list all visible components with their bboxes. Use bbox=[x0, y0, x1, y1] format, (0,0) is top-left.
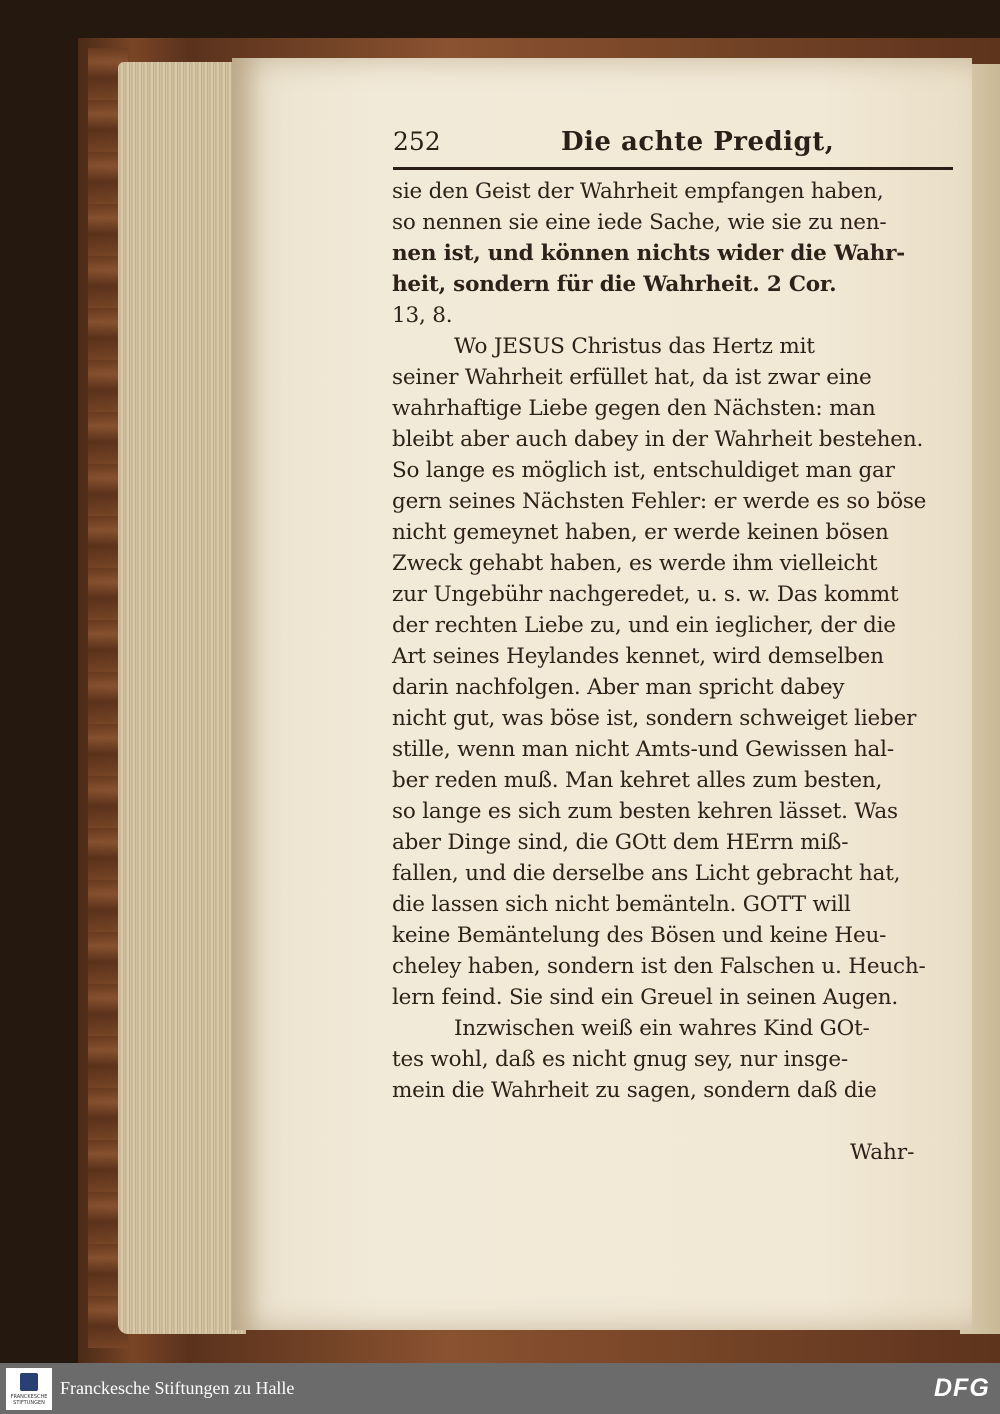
text-line: Zweck gehabt haben, es werde ihm vielleicht bbox=[392, 551, 878, 576]
institution-emblem-icon bbox=[20, 1373, 38, 1391]
page-number: 252 bbox=[393, 127, 441, 156]
logo-caption: FRANCKESCHE STIFTUNGEN bbox=[10, 1394, 48, 1406]
text-line: fallen, und die derselbe ans Licht gebracht hat, bbox=[392, 861, 901, 886]
viewer-footer bbox=[0, 1363, 1000, 1414]
text-line: tes wohl, daß es nicht gnug sey, nur insge- bbox=[392, 1047, 848, 1072]
text-line: nicht gut, was böse ist, sondern schweiget lieber bbox=[392, 706, 917, 731]
text-line: wahrhaftige Liebe gegen den Nächsten: man bbox=[392, 396, 876, 421]
text-line: mein die Wahrheit zu sagen, sondern daß die bbox=[392, 1078, 877, 1103]
text-line: cheley haben, sondern ist den Falschen u. Heuch- bbox=[392, 954, 926, 979]
text-line: 13, 8. bbox=[392, 303, 453, 328]
text-line: gern seines Nächsten Fehler: er werde es so böse bbox=[392, 489, 927, 514]
text-line: So lange es möglich ist, entschuldiget man gar bbox=[392, 458, 895, 483]
text-line: darin nachfolgen. Aber man spricht dabey bbox=[392, 675, 845, 700]
institution-logo[interactable] bbox=[6, 1368, 52, 1410]
text-line: Inzwischen weiß ein wahres Kind GOt- bbox=[454, 1016, 870, 1041]
institution-name[interactable]: Franckesche Stiftungen zu Halle bbox=[60, 1378, 295, 1398]
text-line: die lassen sich nicht bemänteln. GOTT will bbox=[392, 892, 851, 917]
text-line: stille, wenn man nicht Amts-und Gewissen hal- bbox=[392, 737, 894, 762]
text-line: Wo JESUS Christus das Hertz mit bbox=[454, 334, 815, 359]
page-body-text bbox=[392, 176, 958, 1106]
text-line: Art seines Heylandes kennet, wird demselben bbox=[392, 644, 884, 669]
text-line: so lange es sich zum besten kehren lässet. Was bbox=[392, 799, 898, 824]
text-line: zur Ungebühr nachgeredet, u. s. w. Das kommt bbox=[392, 582, 899, 607]
text-line: keine Bemäntelung des Bösen und keine Heu- bbox=[392, 923, 887, 948]
text-line: bleibt aber auch dabey in der Wahrheit bestehen. bbox=[392, 427, 924, 452]
text-line: so nennen sie eine iede Sache, wie sie zu nen- bbox=[392, 210, 887, 235]
dfg-logo[interactable]: DFG bbox=[934, 1374, 990, 1402]
text-line: aber Dinge sind, die GOtt dem HErrn miß- bbox=[392, 830, 849, 855]
text-line: heit, sondern für die Wahrheit. 2 Cor. bbox=[392, 272, 837, 297]
running-head bbox=[393, 127, 953, 170]
stacked-page-edges bbox=[118, 62, 246, 1334]
text-line: nicht gemeynet haben, er werde keinen bösen bbox=[392, 520, 889, 545]
text-line: der rechten Liebe zu, und ein ieglicher, der die bbox=[392, 613, 896, 638]
text-line: lern feind. Sie sind ein Greuel in seinen Augen. bbox=[392, 985, 899, 1010]
text-line: nen ist, und können nichts wider die Wahr- bbox=[392, 241, 905, 266]
catchword: Wahr- bbox=[850, 1140, 915, 1165]
text-line: ber reden muß. Man kehret alles zum besten, bbox=[392, 768, 883, 793]
text-line: seiner Wahrheit erfüllet hat, da ist zwar eine bbox=[392, 365, 872, 390]
text-line: sie den Geist der Wahrheit empfangen haben, bbox=[392, 179, 884, 204]
chapter-title: Die achte Predigt, bbox=[561, 127, 835, 157]
